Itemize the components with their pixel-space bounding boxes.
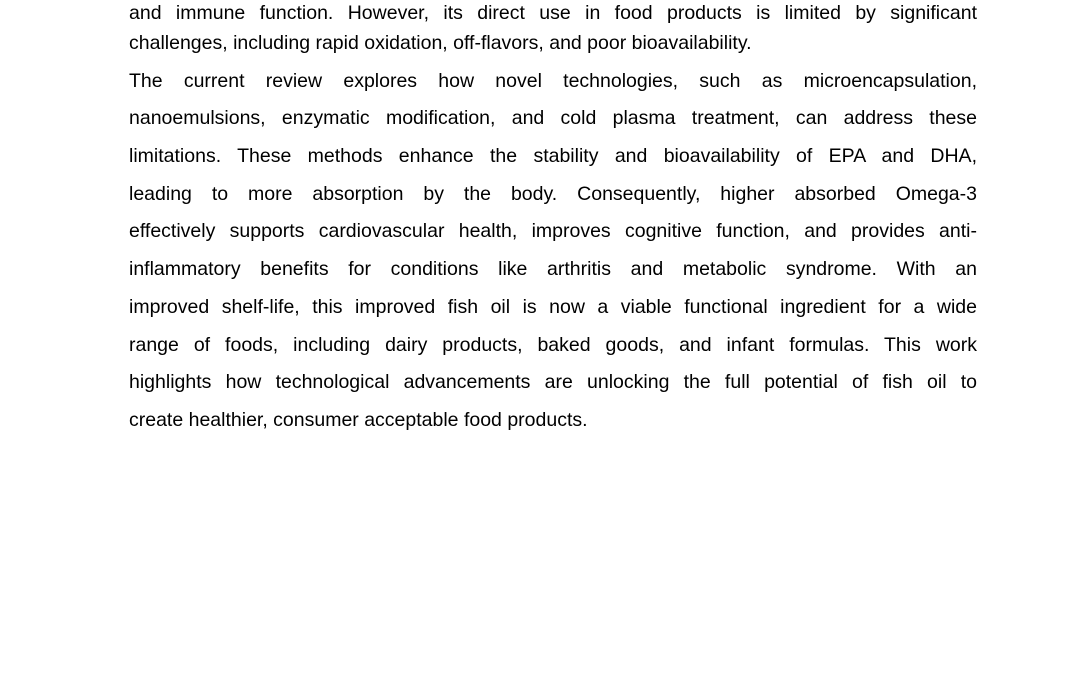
abstract-text bbox=[129, 1, 977, 446]
text-line: leading to more absorption by the body. Consequently, higher absorbed Omega-3 bbox=[129, 182, 977, 205]
text-line: range of foods, including dairy products, baked goods, and infant formulas. This work bbox=[129, 333, 977, 356]
text-line: and immune function. However, its direct use in food products is limited by significant bbox=[129, 2, 977, 24]
text-line: improved shelf-life, this improved fish oil is now a viable functional ingredient for a wide bbox=[129, 295, 977, 318]
text-line: The current review explores how novel technologies, such as microencapsulation, bbox=[129, 69, 977, 92]
text-line: inflammatory benefits for conditions like arthritis and metabolic syndrome. With an bbox=[129, 258, 977, 281]
text-line: limitations. These methods enhance the stability and bioavailability of EPA and DHA, bbox=[129, 145, 977, 168]
text-line: nanoemulsions, enzymatic modification, and cold plasma treatment, can address these bbox=[129, 107, 977, 130]
text-line: effectively supports cardiovascular health, improves cognitive function, and provides anti- bbox=[129, 220, 977, 243]
text-line: highlights how technological advancements are unlocking the full potential of fish oil to bbox=[129, 371, 977, 394]
text-line: challenges, including rapid oxidation, off-flavors, and poor bioavailability. bbox=[129, 32, 752, 54]
text-line: create healthier, consumer acceptable food products. bbox=[129, 408, 588, 431]
